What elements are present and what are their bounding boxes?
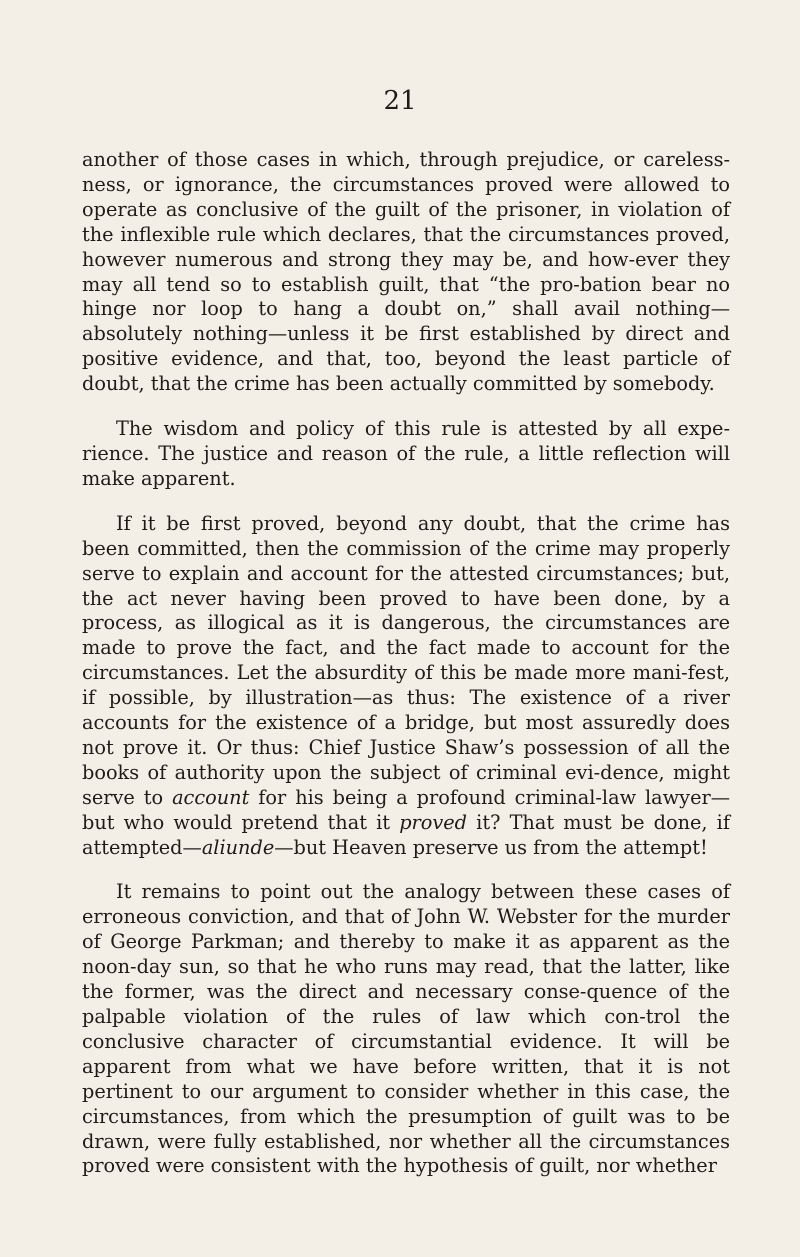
italic-word-proved: proved: [399, 810, 468, 834]
paragraph-3-text-part-1: If it be first proved, beyond any doubt, that the crime has been committed, then the commission of the crime may properly serve to explain and account for the attested circumstances; but, the act never having been proved to have been done, by a process, as illogical as it is dangerous, the circumstances are made to prove the fact, and the fact made to account for the circumstances. Let the absurdity of this be made more mani-fest, if possible, by illustration—as thus: The existence of a river accounts for the existence of a bridge, but most assuredly does not prove it. Or thus: Chief Justice Shaw’s possession of all the books of authority upon the subject of criminal evi-dence, might serve to: [82, 511, 730, 809]
italic-word-account: account: [172, 785, 250, 809]
page-number: 21: [383, 86, 417, 116]
paragraph-3-text-part-2: for his being a profound criminal-law lawyer—but who would pretend that it: [82, 785, 730, 834]
paragraph-3: [82, 512, 730, 861]
paragraph-4: It remains to point out the analogy between these cases of erroneous conviction, and that of John W. Webster for the murder of George Parkman; and thereby to make it as apparent as the noon-day sun, so that he who runs may read, that the latter, like the former, was the direct and necessary conse-quence of the palpable violation of the rules of law which con-trol the conclusive character of circumstantial evidence. It will be apparent from what we have before written, that it is not pertinent to our argument to consider whether in this case, the circumstances, from which the presumption of guilt was to be drawn, were fully established, nor whether all the circumstances proved were consistent with the hypothesis of guilt, nor whether: [82, 880, 730, 1178]
italic-word-aliunde: aliunde: [201, 835, 275, 859]
paragraph-3-text-part-4: —but Heaven preserve us from the attempt!: [274, 835, 708, 859]
body-text: [82, 148, 730, 1179]
paragraph-1: another of those cases in which, through prejudice, or careless-ness, or ignorance, the circumstances proved were allowed to operate as conclusive of the guilt of the prisoner, in violation of the inflexible rule which declares, that the circumstances proved, however numerous and strong they may be, and how-ever they may all tend so to establish guilt, that “the pro-bation bear no hinge nor loop to hang a doubt on,” shall avail nothing—absolutely nothing—unless it be first established by direct and positive evidence, and that, too, beyond the least particle of doubt, that the crime has been actually committed by somebody.: [82, 148, 730, 396]
paragraph-2: The wisdom and policy of this rule is attested by all expe-rience. The justice and reason of the rule, a little reflection will make apparent.: [82, 417, 730, 490]
paragraph-3-text-part-3: it? That must be done, if attempted—: [82, 810, 730, 859]
